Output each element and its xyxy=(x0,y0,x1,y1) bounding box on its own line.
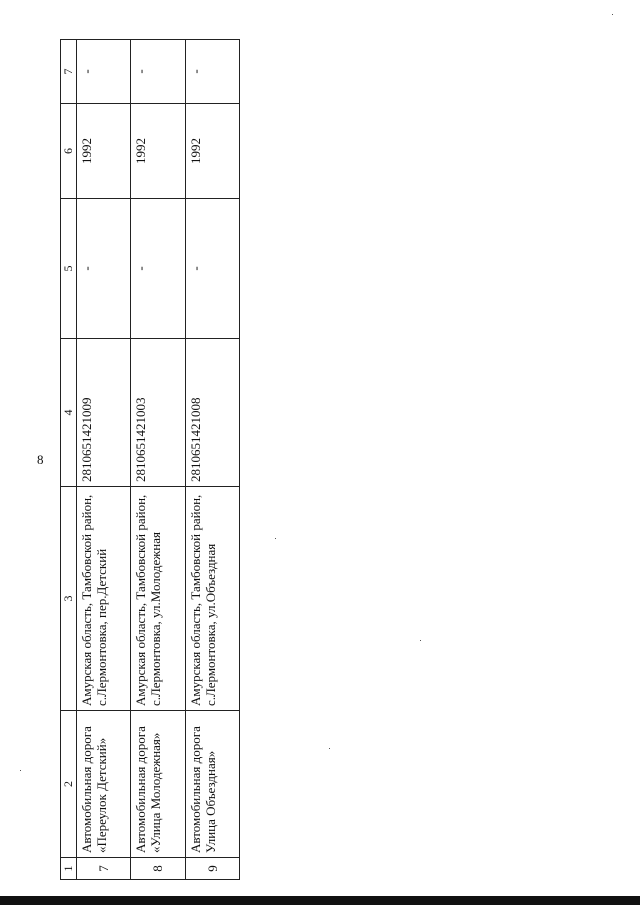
column-header: 7 xyxy=(61,40,77,104)
table-row xyxy=(185,40,239,880)
year-value: 1992 xyxy=(77,104,131,199)
object-name: Автомобильная дорога Улица Объездная» xyxy=(185,711,239,858)
object-address: Амурская область, Тамбовской район, с.Лермонтовка, ул.Объездная xyxy=(185,487,239,711)
scan-speck xyxy=(329,748,330,749)
row-number: 8 xyxy=(131,858,185,880)
year-value: 1992 xyxy=(131,104,185,199)
year-value: 1992 xyxy=(185,104,239,199)
cadastral-code: 2810651421003 xyxy=(131,339,185,487)
column-7-value: - xyxy=(77,40,131,104)
object-name: Автомобильная дорога «Переулок Детский» xyxy=(77,711,131,858)
column-5-value: - xyxy=(77,199,131,339)
scan-speck xyxy=(20,770,21,771)
scan-bottom-edge xyxy=(0,896,640,905)
column-5-value: - xyxy=(131,199,185,339)
scan-speck xyxy=(420,640,421,641)
object-address: Амурская область, Тамбовской район, с.Лермонтовка, ул.Молодежная xyxy=(131,487,185,711)
row-number: 7 xyxy=(77,858,131,880)
object-name: Автомобильная дорога «Улица Молодежная» xyxy=(131,711,185,858)
column-header: 5 xyxy=(61,199,77,339)
rotated-table-container xyxy=(60,40,240,880)
column-header: 6 xyxy=(61,104,77,199)
page-number: 8 xyxy=(37,452,44,467)
column-5-value: - xyxy=(185,199,239,339)
cadastral-code: 2810651421009 xyxy=(77,339,131,487)
header-row xyxy=(61,40,77,880)
table-row xyxy=(131,40,185,880)
cadastral-code: 2810651421008 xyxy=(185,339,239,487)
scan-speck xyxy=(612,14,613,15)
table-row xyxy=(77,40,131,880)
column-header: 1 xyxy=(61,858,77,880)
column-7-value: - xyxy=(131,40,185,104)
column-header: 4 xyxy=(61,339,77,487)
scan-speck xyxy=(275,538,276,539)
object-address: Амурская область, Тамбовской район, с.Лермонтовка, пер.Детский xyxy=(77,487,131,711)
column-header: 3 xyxy=(61,487,77,711)
registry-table xyxy=(60,39,240,880)
column-header: 2 xyxy=(61,711,77,858)
row-number: 9 xyxy=(185,858,239,880)
column-7-value: - xyxy=(185,40,239,104)
